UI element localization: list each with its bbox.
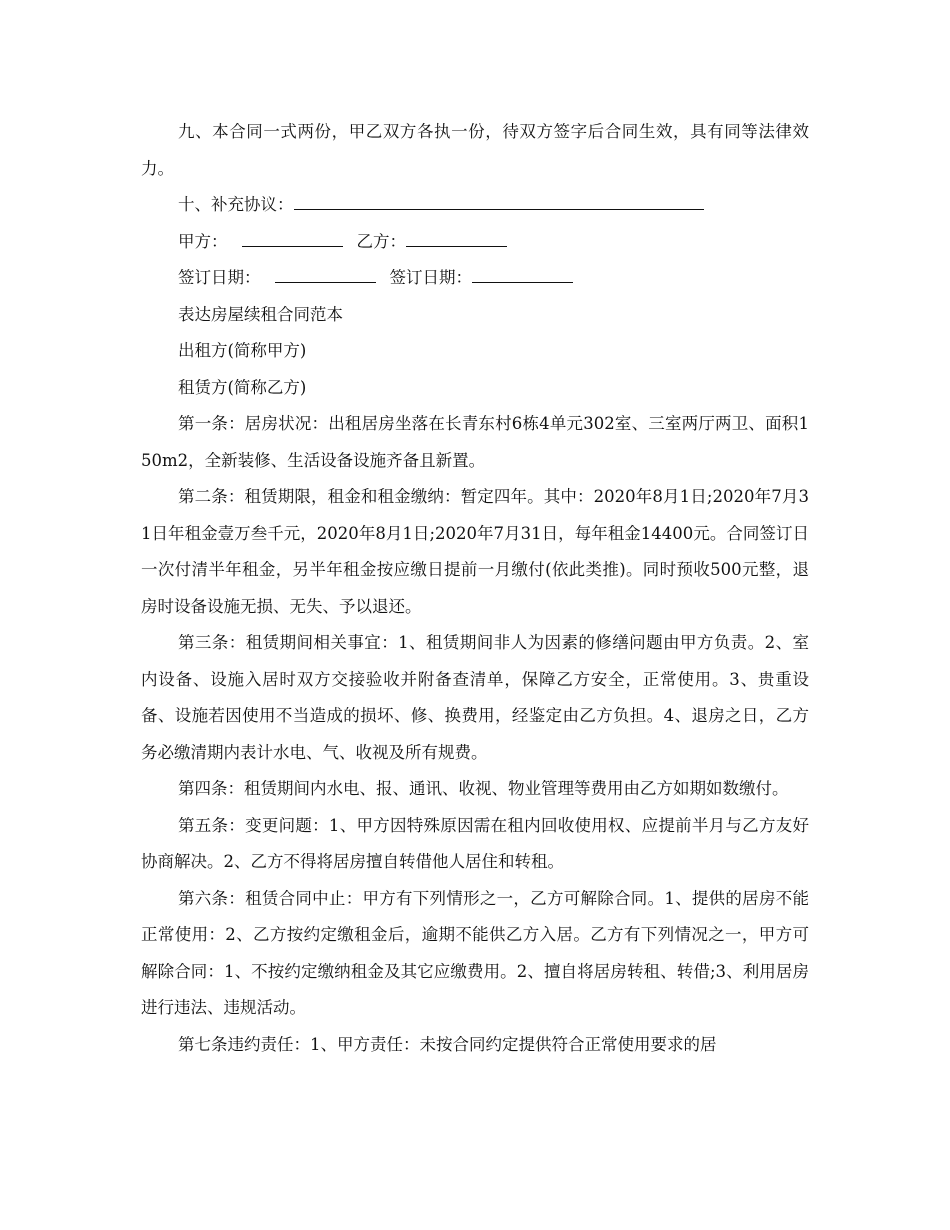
clause-10-label: 十、补充协议：: [178, 195, 294, 214]
party-a-blank: [242, 232, 343, 247]
date-b-blank: [472, 268, 573, 283]
lessor-line: 出租方(简称甲方): [178, 341, 307, 360]
signature-parties-row: [141, 224, 809, 261]
signing-dates-row: [141, 260, 809, 297]
article-4: 第四条：租赁期间内水电、报、通讯、收视、物业管理等费用由乙方如期如数缴付。: [178, 779, 789, 798]
clause-9: 九、本合同一式两份，甲乙双方各执一份，待双方签字后合同生效，具有同等法律效力。: [141, 122, 809, 178]
clause-10-supplementary: [141, 187, 809, 224]
date-a-blank: [275, 268, 376, 283]
article-2: 第二条：租赁期限，租金和租金缴纳：暂定四年。其中：2020年8月1日;2020年7月31日年租金壹万叁千元，2020年8月1日;2020年7月31日，每年租金14400元。合同签订日一次付清半年租金，另半年租金按应缴日提前一月缴付(依此类推)。同时预收500元整，退房时设备设施无损、无失、予以退还。: [141, 487, 809, 616]
article-5: 第五条：变更问题：1、甲方因特殊原因需在租内回收使用权、应提前半月与乙方友好协商解决。2、乙方不得将居房擅自转借他人居住和转租。: [141, 815, 809, 871]
article-7: 第七条违约责任：1、甲方责任：未按合同约定提供符合正常使用要求的居: [178, 1034, 717, 1054]
document-title: 表达房屋续租合同范本: [178, 304, 343, 324]
lessee-line: 租赁方(简称乙方): [178, 377, 307, 397]
date-a-label: 签订日期：: [178, 268, 261, 287]
party-b-label: 乙方：: [356, 231, 406, 251]
article-1: 第一条：居房状况：出租居房坐落在长青东村6栋4单元302室、三室两厅两卫、面积150m2，全新装修、生活设备设施齐备且新置。: [141, 414, 809, 470]
party-b-blank: [406, 232, 507, 247]
supplementary-blank: [294, 195, 704, 210]
date-b-label: 签订日期：: [389, 268, 472, 287]
party-a-label: 甲方：: [178, 231, 228, 251]
article-3: 第三条：租赁期间相关事宜：1、租赁期间非人为因素的修缮问题由甲方负责。2、室内设备、设施入居时双方交接验收并附备查清单，保障乙方安全，正常使用。3、贵重设备、设施若因使用不当造成的损坏、修、换费用，经鉴定由乙方负担。4、退房之日，乙方务必缴清期内表计水电、气、收视及所有规费。: [141, 633, 809, 762]
article-6: 第六条：租赁合同中止：甲方有下列情形之一，乙方可解除合同。1、提供的居房不能正常使用：2、乙方按约定缴租金后，逾期不能供乙方入居。乙方有下列情况之一，甲方可解除合同：1、不按约定缴纳租金及其它应缴费用。2、擅自将居房转租、转借;3、利用居房进行违法、违规活动。: [141, 888, 809, 1017]
document-body: [141, 114, 809, 1063]
